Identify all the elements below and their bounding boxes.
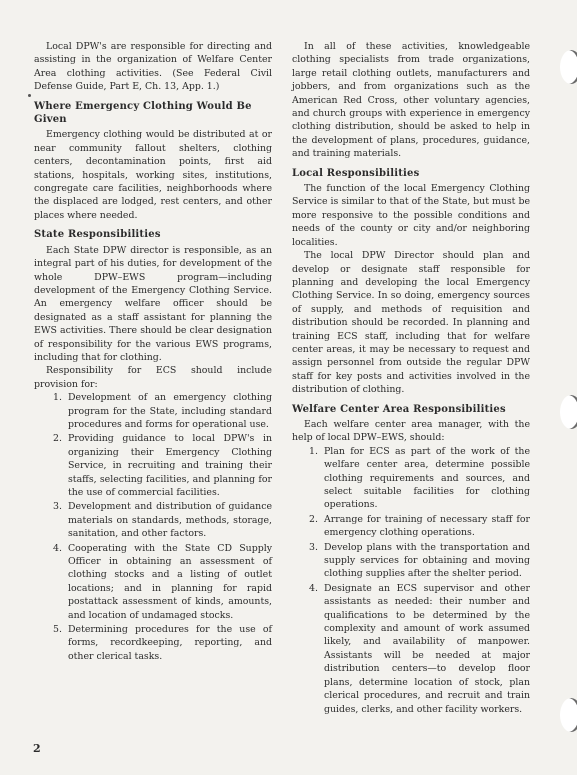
list-number: 3. — [53, 501, 62, 513]
list-item — [298, 541, 530, 581]
list-item — [42, 542, 272, 622]
section-heading-where-given: Where Emergency Clothing Would Be Given — [34, 100, 252, 126]
list-item — [298, 513, 530, 540]
list-text: Providing guidance to local DPW's in organizing their Emergency Clothing Service, in recruiting and training their staffs, selecting facilities, and planning for the use of commercial facilities. — [68, 433, 272, 498]
left-column — [34, 40, 272, 664]
list-number: 2. — [53, 433, 62, 445]
list-item — [298, 445, 530, 512]
stray-mark — [28, 94, 31, 97]
list-number: 2. — [309, 513, 318, 525]
list-number: 4. — [309, 582, 318, 594]
list-item — [42, 391, 272, 431]
intro-paragraph: Local DPW's are responsible for directing and assisting in the organization of Welfare Center Area clothing activities. (See Federal Civil Defense Guide, Part E, Ch. 13, App. 1.) — [34, 41, 272, 93]
list-number: 4. — [53, 542, 62, 554]
right-column — [292, 40, 530, 717]
list-text: Development and distribution of guidance materials on standards, methods, storage, sanitation, and other factors. — [68, 501, 272, 540]
list-number: 3. — [309, 541, 318, 553]
section-heading-state: State Responsibilities — [34, 229, 161, 241]
state-provision-paragraph: Responsibility for ECS should include provision for: — [34, 365, 272, 390]
section-heading-welfare-center: Welfare Center Area Responsibilities — [292, 403, 506, 415]
list-text: Arrange for training of necessary staff for emergency clothing operations. — [324, 513, 530, 539]
welfare-center-list — [298, 445, 530, 716]
list-item — [42, 500, 272, 540]
list-number: 1. — [309, 445, 318, 457]
where-given-paragraph: Emergency clothing would be distributed at or near community fallout shelters, clothing centers, decontamination points, first aid stations, hospitals, working sites, institutions, congregate care facilities, neighborhoods where the displaced are lodged, rest centers, and other places where needed. — [34, 129, 272, 221]
binder-hole-bottom — [560, 698, 577, 732]
list-text: Develop plans with the transportation and supply services for obtaining and moving clothing supplies after the shelter period. — [324, 541, 530, 580]
list-number: 5. — [53, 624, 62, 636]
page-number: 2 — [33, 742, 41, 755]
binder-hole-middle — [560, 395, 577, 429]
section-heading-local: Local Responsibilities — [292, 167, 420, 179]
list-text: Plan for ECS as part of the work of the welfare center area, determine possible clothing requirements and sources, and select suitable facilities for clothing operations. — [324, 445, 530, 511]
list-text: Cooperating with the State CD Supply Officer in obtaining an assessment of clothing stocks and a listing of outlet locations; and in planning for rapid postattack assessment of kinds, amounts, and location of undamaged stocks. — [68, 542, 272, 621]
binder-hole-top — [560, 50, 577, 84]
state-provision-list — [42, 391, 272, 663]
specialists-paragraph: In all of these activities, knowledgeable clothing specialists from trade organizations, large retail clothing outlets, manufacturers and jobbers, and from organizations such as the American Red Cross, other voluntary agencies, and church groups with experience in emergency clothing distribution, should be asked to help in the development of plans, procedures, guidance, and training materials. — [292, 41, 530, 160]
local-function-paragraph: The function of the local Emergency Clothing Service is similar to that of the State, but must be more responsive to the possible conditions and needs of the county or city and/or neighboring localities. — [292, 183, 530, 248]
list-text: Development of an emergency clothing program for the State, including standard procedures and forms for operational use. — [68, 392, 272, 430]
local-director-paragraph: The local DPW Director should plan and develop or designate staff responsible for planning and developing the local Emergency Clothing Service. In so doing, emergency sources of supply, and methods of requisition and distribution should be recorded. In planning and training ECS staff, including that for welfare center areas, it may be necessary to request and assign personnel from outside the regular DPW staff for key posts and activities involved in the distribution of clothing. — [292, 250, 530, 396]
list-item — [42, 623, 272, 663]
list-text: Designate an ECS supervisor and other assistants as needed: their number and qualifications to be determined by the complexity and amount of work assumed likely, and availability of manpower. Assistants will be needed at major distribution centers—to develop floor plans, determine location of stock, plan clerical procedures, and recruit and train guides, clerks, and other facility workers. — [324, 582, 530, 715]
list-text: Determining procedures for the use of forms, recordkeeping, reporting, and other clerical tasks. — [68, 624, 272, 662]
welfare-center-paragraph: Each welfare center area manager, with the help of local DPW–EWS, should: — [292, 418, 530, 444]
list-item — [42, 432, 272, 499]
list-item — [298, 582, 530, 716]
list-number: 1. — [53, 392, 62, 404]
state-paragraph: Each State DPW director is responsible, as an integral part of his duties, for development of the whole DPW–EWS program—including development of the Emergency Clothing Service. An emergency welfare officer should be designated as a staff assistant for planning the EWS activities. There should be clear designation of responsibility for the various EWS programs, including that for clothing. — [34, 244, 272, 363]
